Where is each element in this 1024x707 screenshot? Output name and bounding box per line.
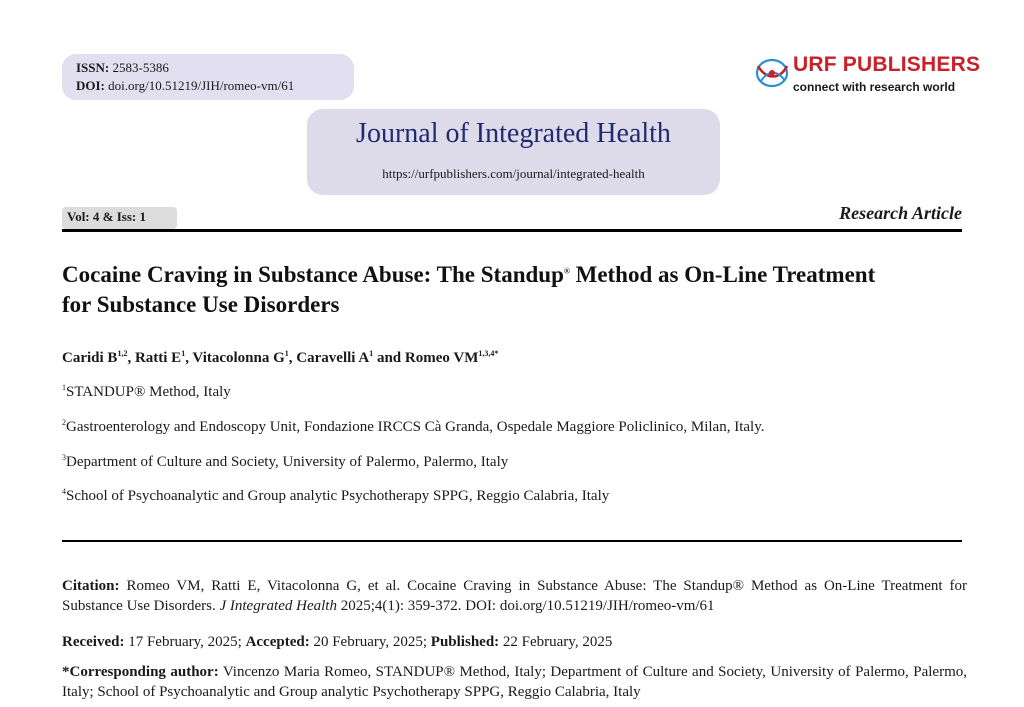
section-rule [62, 540, 962, 542]
title-part-3: for Substance Use Disorders [62, 292, 340, 317]
corresponding-label: *Corresponding author: [62, 664, 219, 680]
doi-label: DOI: [76, 78, 105, 93]
article-type: Research Article [839, 203, 962, 223]
issn-line [76, 60, 169, 76]
registered-mark: ® [563, 266, 570, 276]
citation-journal: J Integrated Health [219, 598, 337, 614]
title-part-2: Method as On-Line Treatment [569, 262, 876, 287]
journal-title: Journal of Integrated Health [356, 118, 671, 149]
citation: Citation: Romeo VM, Ratti E, Vitacolonna G, et al. Cocaine Craving in Substance Abuse: The Standup® Method as On-Line Treatment for Substance Use Disorders. J Integrated Health 2025;4(1): 359-372. DOI: doi.org/10.51219/JIH/romeo-vm/61 [62, 578, 967, 614]
title-part-1: Cocaine Craving in Substance Abuse: The Standup [62, 262, 564, 287]
affiliation-4: $^4$School of Psychoanalytic and Group analytic Psychotherapy SPPG, Reggio Calabria, Italy [62, 487, 610, 504]
publication-dates: Received: 17 February, 2025; Accepted: 20 February, 2025; Published: 22 February, 2025 [62, 634, 613, 650]
affiliation-3: $^3$Department of Culture and Society, University of Palermo, Palermo, Italy [62, 453, 509, 470]
urf-globe-icon [752, 54, 792, 92]
author: Ratti $E^1$, [134, 349, 193, 366]
author: Caravelli $A^1$ and [296, 349, 405, 366]
volume-issue: Vol: 4 & Iss: 1 [67, 209, 146, 224]
journal-url[interactable]: https://urfpublishers.com/journal/integrated-health [382, 166, 645, 181]
issn-value: 2583-5386 [112, 60, 169, 75]
author: Romeo $VM^{1,3,4*}$ [404, 349, 499, 366]
citation-label: Citation: [62, 578, 120, 594]
author: Vitacolonna $G^1$, [192, 349, 297, 366]
corresponding-author: *Corresponding author: Vincenzo Maria Romeo, STANDUP® Method, Italy; Department of Culture and Society, University of Palermo, Palermo, Italy; School of Psychoanalytic and Group analytic Psychotherapy SPPG, Reggio Calabria, Italy [62, 664, 967, 700]
article-title [62, 260, 972, 320]
issn-label: ISSN: [76, 60, 110, 75]
publisher-name: URF PUBLISHERS [793, 53, 981, 76]
header-rule [62, 229, 962, 232]
affiliation-1: $^1$STANDUP® Method, Italy [62, 383, 231, 400]
author-list [62, 350, 498, 367]
publisher-tagline: connect with research world [793, 80, 956, 94]
doi-value[interactable]: doi.org/10.51219/JIH/romeo-vm/61 [108, 78, 295, 93]
affiliation-2: $^2$Gastroenterology and Endoscopy Unit, Fondazione IRCCS Cà Granda, Ospedale Maggiore Policlinico, Milan, Italy. [62, 418, 765, 435]
doi-line [76, 78, 294, 94]
author: Caridi B$^{1,2}$, [62, 349, 135, 366]
